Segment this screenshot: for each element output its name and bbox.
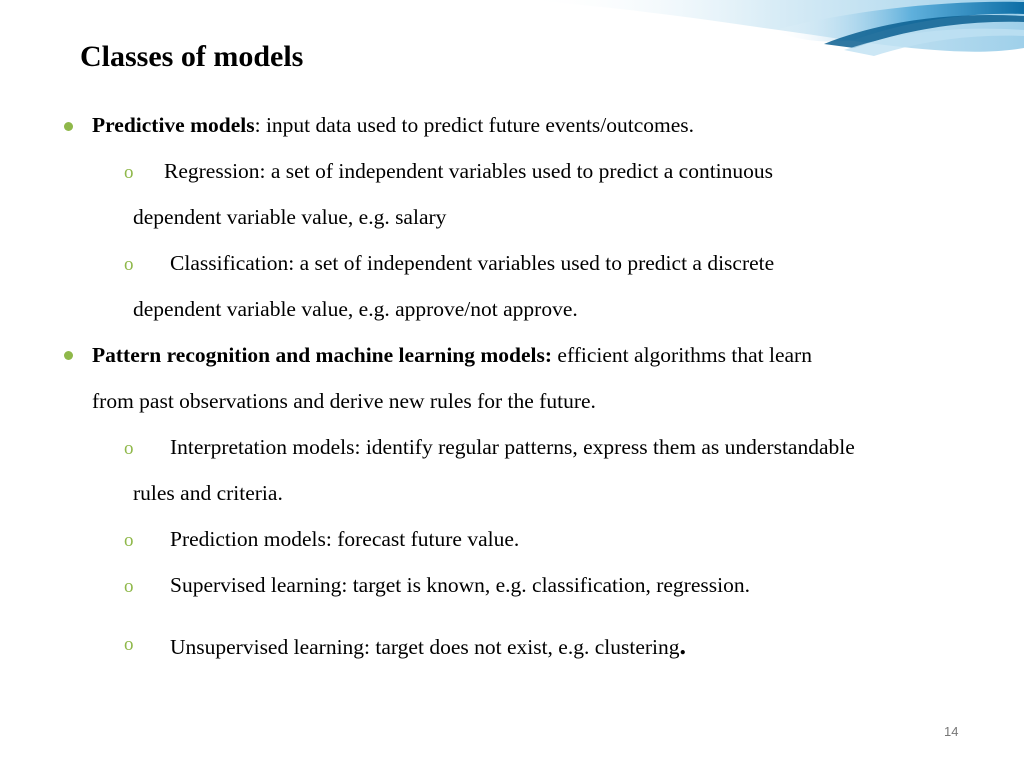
sub-bullet-unsupervised — [170, 631, 686, 661]
sub-bullet-unsupervised-period: . — [679, 631, 687, 660]
bullet-predictive-models — [92, 113, 694, 138]
circle-bullet-icon: o — [124, 254, 134, 275]
sub-bullet-supervised: Supervised learning: target is known, e.g. classification, regression. — [170, 573, 750, 597]
sub-bullet-interpretation-line2: rules and criteria. — [133, 481, 283, 505]
circle-bullet-icon: o — [124, 162, 134, 183]
circle-bullet-icon: o — [124, 576, 134, 597]
bullet-pattern-recognition — [92, 343, 812, 368]
bullet-pattern-text: efficient algorithms that learn — [552, 343, 812, 367]
sub-bullet-unsupervised-text: Unsupervised learning: target does not exist, e.g. clustering — [170, 635, 680, 659]
page-number: 14 — [944, 724, 959, 739]
circle-bullet-icon: o — [124, 634, 134, 655]
sub-bullet-prediction: Prediction models: forecast future value. — [170, 527, 520, 551]
slide-title: Classes of models — [80, 40, 304, 73]
bullet-pattern-line2: from past observations and derive new rules for the future. — [92, 389, 596, 413]
bullet-pattern-bold: Pattern recognition and machine learning models: — [92, 343, 553, 367]
sub-bullet-interpretation-line1: Interpretation models: identify regular patterns, express them as understandable — [170, 435, 855, 459]
sub-bullet-classification-line1: Classification: a set of independent variables used to predict a discrete — [170, 251, 775, 275]
sub-bullet-regression-line2: dependent variable value, e.g. salary — [133, 205, 447, 229]
sub-bullet-regression-line1: Regression: a set of independent variables used to predict a continuous — [164, 159, 774, 183]
bullet-dot-icon — [64, 351, 73, 360]
circle-bullet-icon: o — [124, 530, 134, 551]
sub-bullet-classification-line2: dependent variable value, e.g. approve/not approve. — [133, 297, 578, 321]
circle-bullet-icon: o — [124, 438, 134, 459]
bullet-dot-icon — [64, 122, 73, 131]
bullet-predictive-bold: Predictive models — [92, 113, 255, 137]
bullet-predictive-text: : input data used to predict future events/outcomes. — [254, 113, 695, 137]
